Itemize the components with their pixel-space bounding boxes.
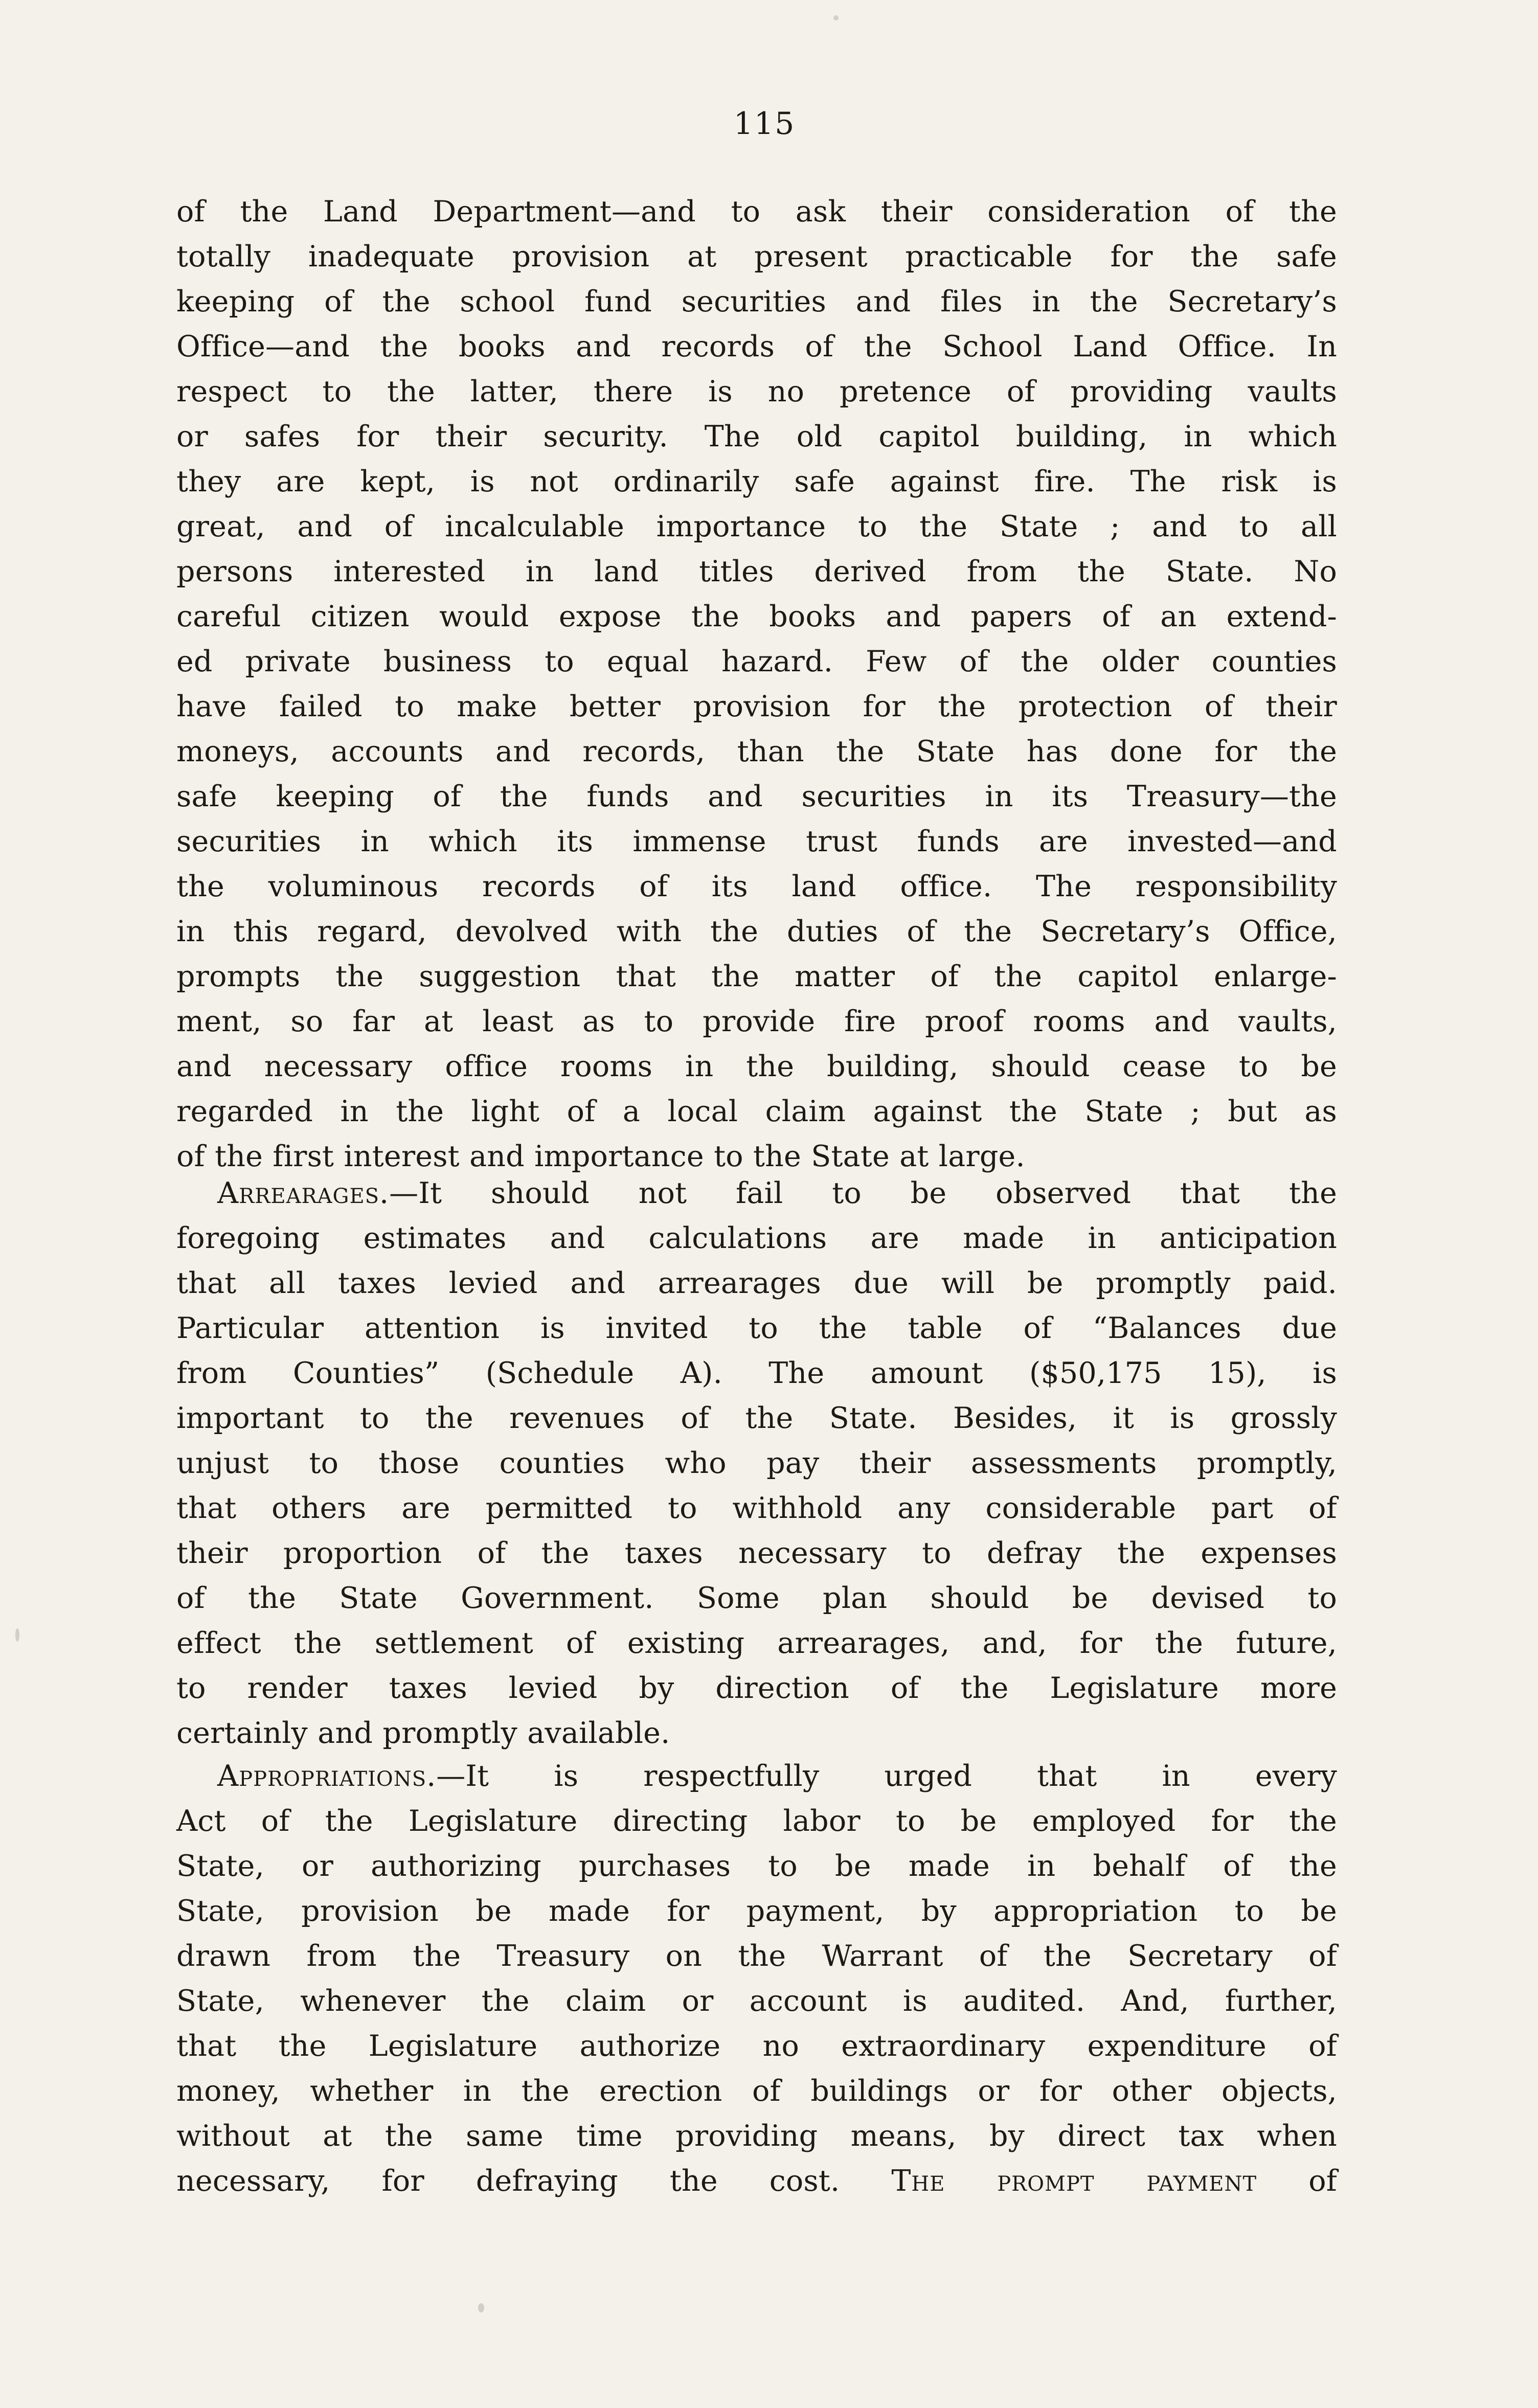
text-line: money, whether in the erection of buildings or for other objects, — [176, 2074, 1337, 2108]
text-line: of the State Government. Some plan should be devised to — [176, 1581, 1337, 1615]
text-line — [176, 1171, 1337, 1216]
text-line: of the first interest and importance to the State at large. — [176, 1140, 1025, 1173]
text-line: securities in which its immense trust funds are invested—and — [176, 825, 1337, 858]
text-run: of — [1308, 2164, 1338, 2198]
text-line: without at the same time providing means, by direct tax when — [176, 2119, 1337, 2153]
text-line: Act of the Legislature directing labor to be employed for the — [176, 1804, 1337, 1838]
text-line: foregoing estimates and calculations are made in anticipation — [176, 1221, 1337, 1255]
text-line: persons interested in land titles derived from the State. No — [176, 555, 1337, 588]
text-line: respect to the latter, there is no pretence of providing vaults — [176, 375, 1337, 408]
text-line: that all taxes levied and arrearages due will be promptly paid. — [176, 1266, 1337, 1300]
text-line: State, or authorizing purchases to be made in behalf of the — [176, 1849, 1337, 1883]
text-line: of the Land Department—and to ask their consideration of the — [176, 195, 1337, 229]
text-line: careful citizen would expose the books and papers of an extend- — [176, 600, 1337, 633]
text-line: effect the settlement of existing arrearages, and, for the future, — [176, 1626, 1337, 1660]
text-line: drawn from the Treasury on the Warrant of the Secretary of — [176, 1939, 1337, 1973]
text-line: in this regard, devolved with the duties of the Secretary’s Office, — [176, 915, 1337, 948]
text-line: moneys, accounts and records, than the State has done for the — [176, 735, 1337, 768]
text-line: have failed to make better provision for the protection of their — [176, 690, 1337, 723]
text-line: totally inadequate provision at present practicable for the safe — [176, 240, 1337, 274]
text-line: regarded in the light of a local claim against the State ; but as — [176, 1095, 1337, 1128]
text-line: they are kept, is not ordinarily safe against fire. The risk is — [176, 465, 1337, 498]
paragraph-appropriations — [176, 1754, 1337, 2203]
text-line: Office—and the books and records of the School Land Office. In — [176, 330, 1337, 364]
text-line: their proportion of the taxes necessary to defray the expenses — [176, 1536, 1337, 1570]
text-line: State, whenever the claim or account is audited. And, further, — [176, 1984, 1337, 2018]
text-line: that others are permitted to withhold any considerable part of — [176, 1491, 1337, 1525]
ink-speck — [833, 15, 839, 20]
text-line: Particular attention is invited to the table of “Balances due — [176, 1311, 1337, 1345]
text-line: safe keeping of the funds and securities in its Treasury—the — [176, 780, 1337, 813]
text-run: necessary, for defraying the cost. — [176, 2164, 840, 2198]
text-line: to render taxes levied by direction of the Legislature more — [176, 1671, 1337, 1705]
text-run-small-caps: The prompt payment — [891, 2164, 1257, 2198]
section-heading-appropriations: Appropriations. — [217, 1759, 437, 1793]
text-line: the voluminous records of its land office. The responsibility — [176, 870, 1337, 903]
text-line: prompts the suggestion that the matter of the capitol enlarge- — [176, 960, 1337, 993]
text-line — [176, 1754, 1337, 1799]
text-line: keeping of the school fund securities and files in the Secretary’s — [176, 285, 1337, 319]
text-line: ment, so far at least as to provide fire proof rooms and vaults, — [176, 1005, 1337, 1038]
text-line: or safes for their security. The old capitol building, in which — [176, 420, 1337, 453]
text-run: —It is respectfully urged that in every — [436, 1759, 1337, 1793]
text-line: ed private business to equal hazard. Few of the older counties — [176, 645, 1337, 678]
text-line: from Counties” (Schedule A). The amount ($50,175 15), is — [176, 1356, 1337, 1390]
text-line — [176, 2159, 1337, 2203]
section-heading-arrearages: Arrearages. — [217, 1176, 390, 1210]
text-line: State, provision be made for payment, by appropriation to be — [176, 1894, 1337, 1928]
text-line: important to the revenues of the State. Besides, it is grossly — [176, 1401, 1337, 1435]
page-number: 115 — [733, 106, 796, 142]
text-line: that the Legislature authorize no extraordinary expenditure of — [176, 2029, 1337, 2063]
text-line: and necessary office rooms in the building, should cease to be — [176, 1050, 1337, 1083]
text-line: certainly and promptly available. — [176, 1716, 670, 1750]
paragraph-land-department — [176, 189, 1337, 1179]
text-line: great, and of incalculable importance to the State ; and to all — [176, 510, 1337, 543]
ink-speck — [15, 1628, 19, 1642]
ink-speck — [478, 2303, 484, 2312]
text-line: unjust to those counties who pay their assessments promptly, — [176, 1446, 1337, 1480]
text-run: —It should not fail to be observed that the — [389, 1176, 1337, 1210]
paragraph-arrearages — [176, 1171, 1337, 1756]
